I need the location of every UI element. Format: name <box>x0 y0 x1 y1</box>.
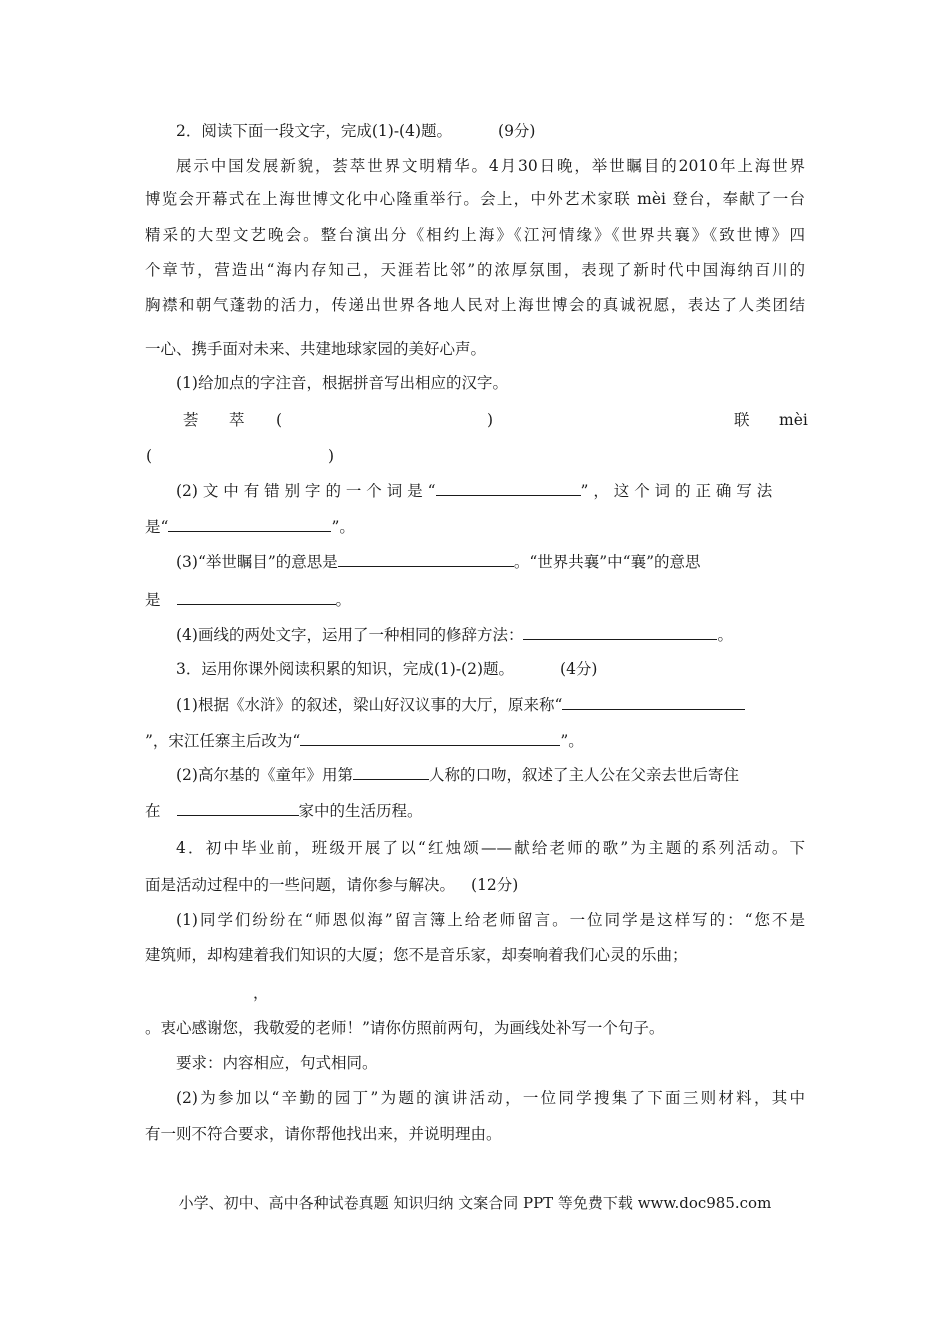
open-paren: ( <box>276 411 283 429</box>
q3-header <box>176 659 805 679</box>
q3-header-text: 3．运用你课外阅读积累的知识，完成(1)-(2)题。 <box>176 660 515 678</box>
q2-part2-pre: (2) 文 中 有 错 别 字 的 一 个 词 是 “ <box>176 482 436 500</box>
q2-part4-line <box>176 625 805 645</box>
q3-part1-line2 <box>145 731 805 751</box>
q4-part1-line: (1)同学们纷纷在“师恩似海”留言簿上给老师留言。一位同学是这样写的：“您不是 <box>176 911 805 929</box>
open-paren: ( <box>146 447 153 465</box>
q2-passage-line: 一心、携手面对未来、共建地球家园的美好心声。 <box>145 340 487 358</box>
q4-part2-line: (2)为参加以“辛勤的园丁”为题的演讲活动，一位同学搜集了下面三则材料，其中 <box>176 1089 805 1107</box>
q2-part3-post: 。“世界共襄”中“襄”的意思 <box>513 553 701 571</box>
answer-blank[interactable] <box>168 517 331 532</box>
q2-passage-line: 胸襟和朝气蓬勃的活力，传递出世界各地人民对上海世博会的真诚祝愿，表达了人类团结 <box>145 296 805 314</box>
q2-part1-answer-row <box>0 410 950 432</box>
q2-part3-line2-pre: 是 <box>145 591 161 609</box>
word-hui: 荟 <box>183 411 199 429</box>
q3-part1-line2-pre: ”，宋江任寨主后改为“ <box>145 732 301 750</box>
close-paren: ) <box>487 411 494 429</box>
q3-part1-pre: (1)根据《水浒》的叙述，梁山好汉议事的大厅，原来称“ <box>176 696 563 714</box>
word-cui: 萃 <box>229 411 245 429</box>
q3-part2-line2 <box>145 801 805 821</box>
q3-part2-post: 人称的口吻，叙述了主人公在父亲去世后寄住 <box>428 766 739 784</box>
q2-part3-pre: (3)“举世瞩目”的意思是 <box>176 553 338 571</box>
q2-passage-line: 博览会开幕式在上海世博文化中心隆重举行。会上，中外艺术家联 mèi 登台，奉献了一台 <box>145 190 805 208</box>
q2-part2-post: ” ， 这 个 词 的 正 确 写 法 <box>580 482 773 500</box>
q4-requirement: 要求：内容相应，句式相同。 <box>176 1054 378 1072</box>
answer-blank[interactable] <box>523 625 717 640</box>
q2-header <box>176 121 805 141</box>
answer-blank[interactable] <box>177 590 336 605</box>
q2-passage-line: 精采的大型文艺晚会。整台演出分《相约上海》《江河情缘》《世界共襄》《致世博》四 <box>145 226 805 244</box>
word-lian: 联 <box>734 411 750 429</box>
q3-part2-line1 <box>176 765 805 785</box>
answer-blank[interactable] <box>353 765 429 780</box>
q4-header-line2 <box>145 875 805 895</box>
q2-part2-line2-pre: 是“ <box>145 518 169 536</box>
q2-part2-line2-post: ”。 <box>331 518 355 536</box>
q2-part3-line2-post: 。 <box>335 591 352 609</box>
q2-header-text: 2．阅读下面一段文字，完成(1)-(4)题。 <box>176 122 453 140</box>
q2-part2-line2 <box>145 517 805 537</box>
q4-part1-line: 。衷心感谢您，我敬爱的老师！”请你仿照前两句，为画线处补写一个句子。 <box>145 1019 665 1037</box>
q2-part1-prompt: (1)给加点的字注音，根据拼音写出相应的汉字。 <box>176 374 508 392</box>
answer-blank[interactable] <box>338 552 514 567</box>
close-paren: ) <box>328 447 335 465</box>
q2-part3-line1 <box>176 552 805 572</box>
q3-part2-line2-post: 家中的生活历程。 <box>298 802 423 820</box>
answer-blank[interactable] <box>562 695 745 710</box>
q4-part2-line: 有一则不符合要求，请你帮他找出来，并说明理由。 <box>145 1125 502 1143</box>
q2-score: (9分) <box>498 122 536 140</box>
q4-header-line1: 4．初中毕业前，班级开展了以“红烛颂——献给老师的歌”为主题的系列活动。下 <box>176 839 805 857</box>
q3-part2-pre: (2)高尔基的《童年》用第 <box>176 766 353 784</box>
q2-part4-pre: (4)画线的两处文字，运用了一种相同的修辞方法： <box>176 626 524 644</box>
q3-score: (4分) <box>560 660 598 678</box>
q3-part1-line2-post: ”。 <box>560 732 584 750</box>
q2-passage-line: 个章节，营造出“海内存知己，天涯若比邻”的浓厚氛围，表现了新时代中国海纳百川的 <box>145 261 805 279</box>
q4-part1-line: 建筑师，却构建着我们知识的大厦；您不是音乐家，却奏响着我们心灵的乐曲； <box>145 946 688 964</box>
pinyin-mei: mèi <box>779 411 808 429</box>
answer-blank[interactable] <box>436 481 581 496</box>
page-footer: 小学、初中、高中各种试卷真题 知识归纳 文案合同 PPT 等免费下载 www.doc985.com <box>178 1194 772 1212</box>
q4-part1-comma: ， <box>253 984 269 1002</box>
answer-blank[interactable] <box>300 731 560 746</box>
q2-part2-line1 <box>176 481 805 501</box>
answer-blank[interactable] <box>177 801 299 816</box>
q2-part1-answer-row2 <box>0 446 950 468</box>
q4-header-line2-text: 面是活动过程中的一些问题，请你参与解决。 <box>145 876 456 894</box>
q3-part2-line2-pre: 在 <box>145 802 161 820</box>
q2-passage-line: 展示中国发展新貌，荟萃世界文明精华。4月30日晚，举世瞩目的2010年上海世界 <box>176 157 805 175</box>
q2-part3-line2 <box>145 590 805 610</box>
q2-part4-post: 。 <box>717 626 733 644</box>
q3-part1-line1 <box>176 695 805 715</box>
q4-score: (12分) <box>471 876 519 894</box>
